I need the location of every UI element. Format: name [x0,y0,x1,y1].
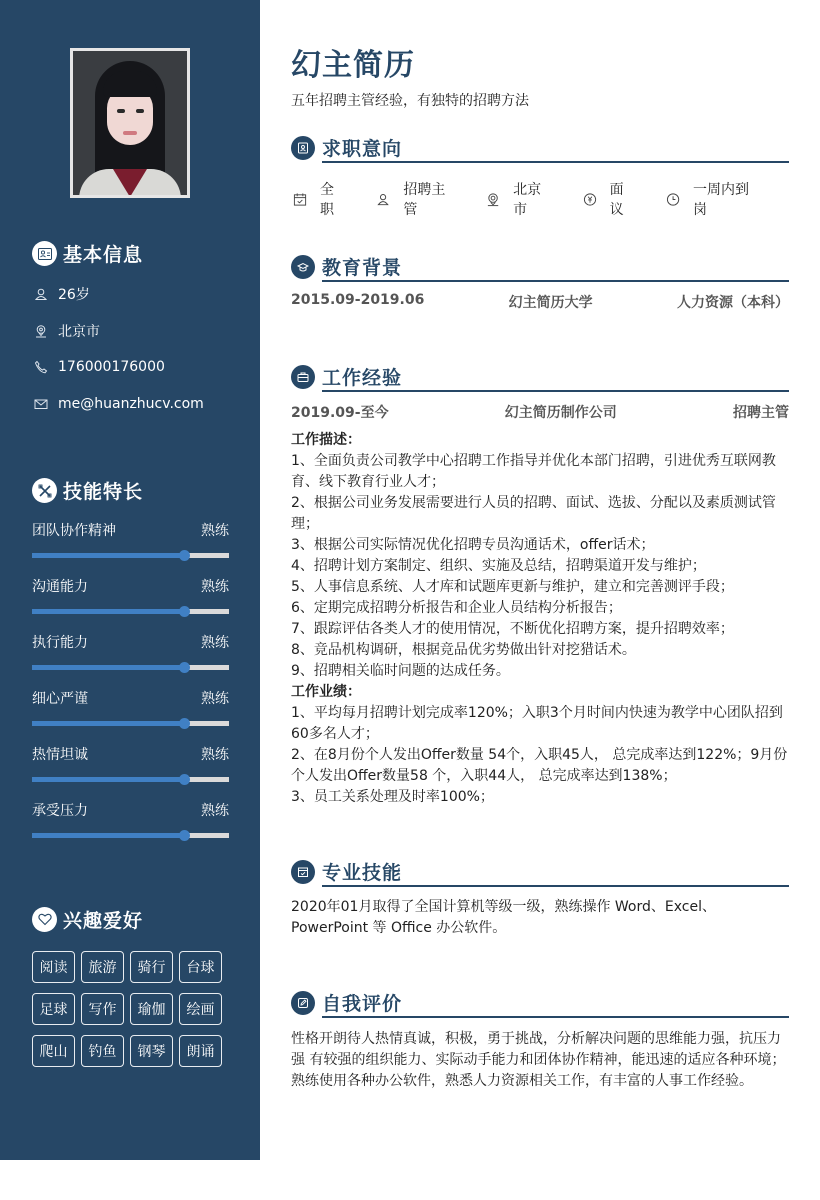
education-heading [291,253,789,283]
clock-icon [666,192,680,207]
intent-type: 全职 [293,179,346,219]
work-company: 幻主简历制作公司 [504,405,617,421]
hobby-tag: 骑行 [130,951,173,983]
hobby-tag: 朗诵 [179,1035,222,1067]
calendar-icon [293,192,307,207]
self-eval-heading [291,989,789,1019]
calendar-check-icon [291,860,315,884]
intent-city: 北京市 [486,179,553,219]
phone-row [34,359,165,375]
intent-heading [291,134,789,164]
email-value: me@huanzhucv.com [58,396,204,412]
skill-item [32,688,229,726]
hobby-tag: 绘画 [179,993,222,1025]
pro-skills-heading [291,858,789,888]
skills-title: 技能特长 [63,481,144,503]
work-desc-item: 7、跟踪评估各类人才的使用情况，不断优化招聘方案，提升招聘效率； [291,621,734,637]
skill-slider [32,833,229,838]
skill-slider [32,721,229,726]
divider [322,1016,789,1018]
id-card-icon [32,241,57,266]
skill-name: 执行能力 [32,635,88,651]
profile-photo [70,48,190,198]
hobby-tags [32,951,232,1067]
hobby-tag: 瑜伽 [130,993,173,1025]
skill-item [32,800,229,838]
self-eval-title: 自我评价 [322,993,403,1015]
location-pin-icon [34,324,48,338]
work-desc-item: 1、全面负责公司教学中心招聘工作指导并优化本部门招聘，引进优秀互联网教育、线下教育行业人才； [291,453,776,490]
work-achieve-item: 3、员工关系处理及时率100%； [291,789,494,805]
divider [322,885,789,887]
education-period: 2015.09-2019.06 [291,292,425,308]
skill-name: 细心严谨 [32,691,88,707]
intent-availability: 一周内到岗 [666,179,759,219]
education-school: 幻主简历大学 [508,295,593,311]
skill-level: 熟练 [201,579,229,595]
age-row [34,284,90,304]
basic-info-title: 基本信息 [63,244,144,266]
slider-thumb [179,550,190,561]
work-row [291,402,789,422]
work-description [291,430,789,808]
skill-slider [32,665,229,670]
work-achieve-item: 2、在8月份个人发出Offer数量 54个，入职45人， 总完成率达到122%；9月份个人发出Offer数量58 个，入职44人， 总完成率达到138%； [291,747,788,784]
person-icon [34,287,48,301]
edit-icon [291,991,315,1015]
divider [322,161,789,163]
skill-name: 团队协作精神 [32,523,116,539]
pro-skills-title: 专业技能 [322,862,403,884]
city-value: 北京市 [58,324,100,340]
education-major: 人力资源（本科） [677,295,789,311]
work-desc-item: 2、根据公司业务发展需要进行人员的招聘、面试、选拔、分配以及素质测试管理； [291,495,776,532]
intent-title: 求职意向 [322,138,403,160]
divider [322,280,789,282]
yen-coin-icon [583,192,597,207]
work-desc-item: 5、人事信息系统、人才库和试题库更新与维护，建立和完善测评手段； [291,579,734,595]
education-title: 教育背景 [322,257,403,279]
hobby-tag: 台球 [179,951,222,983]
hobby-tag: 旅游 [81,951,124,983]
divider [322,390,789,392]
skills-heading [32,477,143,504]
skill-item [32,744,229,782]
work-desc-item: 3、根据公司实际情况优化招聘专员沟通话术，offer话术； [291,537,655,553]
slider-thumb [179,830,190,841]
envelope-icon [34,397,48,411]
phone-icon [34,360,48,374]
intent-row [293,179,789,219]
hobbies-heading [32,906,143,933]
id-badge-icon [291,136,315,160]
slider-thumb [179,662,190,673]
skill-name: 热情坦诚 [32,747,88,763]
skill-slider [32,553,229,558]
work-role: 招聘主管 [732,405,789,421]
work-title: 工作经验 [322,367,403,389]
heart-icon [32,907,57,932]
work-desc-item: 9、招聘相关临时问题的达成任务。 [291,663,510,679]
briefcase-icon [291,365,315,389]
intent-salary: 面议 [583,179,636,219]
work-achieve-label: 工作业绩： [291,684,361,700]
email-row [34,396,204,412]
location-pin-icon [486,192,500,207]
sidebar [0,0,260,1160]
graduation-cap-icon [291,255,315,279]
page-title: 幻主简历 [291,48,415,83]
hobby-tag: 钢琴 [130,1035,173,1067]
skill-level: 熟练 [201,691,229,707]
basic-info-heading [32,240,143,267]
age-value: 26岁 [58,287,90,303]
tagline: 五年招聘主管经验，有独特的招聘方法 [291,93,529,109]
work-achieve-item: 1、平均每月招聘计划完成率120%；入职3个月时间内快速为教学中心团队招到60多名人才； [291,705,783,742]
work-desc-label: 工作描述： [291,432,361,448]
pro-skills-text: 2020年01月取得了全国计算机等级一级，熟练操作 Word、Excel、PowerPoint 等 Office 办公软件。 [291,899,716,936]
skill-slider [32,609,229,614]
work-desc-item: 4、招聘计划方案制定、组织、实施及总结，招聘渠道开发与维护； [291,558,706,574]
tools-icon [32,478,57,503]
phone-value: 176000176000 [58,359,165,375]
hobby-tag: 爬山 [32,1035,75,1067]
work-heading [291,363,789,393]
skill-level: 熟练 [201,803,229,819]
skill-name: 承受压力 [32,803,88,819]
hobby-tag: 写作 [81,993,124,1025]
skill-item [32,520,229,558]
hobbies-title: 兴趣爱好 [63,910,144,932]
slider-thumb [179,606,190,617]
city-row [34,321,100,341]
skill-level: 熟练 [201,523,229,539]
skill-name: 沟通能力 [32,579,88,595]
hobby-tag: 阅读 [32,951,75,983]
skill-slider [32,777,229,782]
hobby-tag: 钓鱼 [81,1035,124,1067]
skill-level: 熟练 [201,635,229,651]
skill-item [32,576,229,614]
work-desc-item: 8、竞品机构调研，根据竞品优劣势做出针对挖猎话术。 [291,642,636,658]
work-period: 2019.09-至今 [291,405,389,421]
hobby-tag: 足球 [32,993,75,1025]
person-icon [376,192,390,207]
slider-thumb [179,774,190,785]
intent-position: 招聘主管 [376,179,456,219]
self-eval-text: 性格开朗待人热情真诚，积极，勇于挑战，分析解决问题的思维能力强，抗压力强 有较强的组织能力、实际动手能力和团体协作精神，能迅速的适应各种环境； 熟练使用各种办公软件，熟悉人力资源相关工作，有丰富的人事工作经验。 [291,1031,786,1089]
education-row [291,292,789,312]
slider-thumb [179,718,190,729]
work-desc-item: 6、定期完成招聘分析报告和企业人员结构分析报告； [291,600,622,616]
skill-item [32,632,229,670]
skill-level: 熟练 [201,747,229,763]
